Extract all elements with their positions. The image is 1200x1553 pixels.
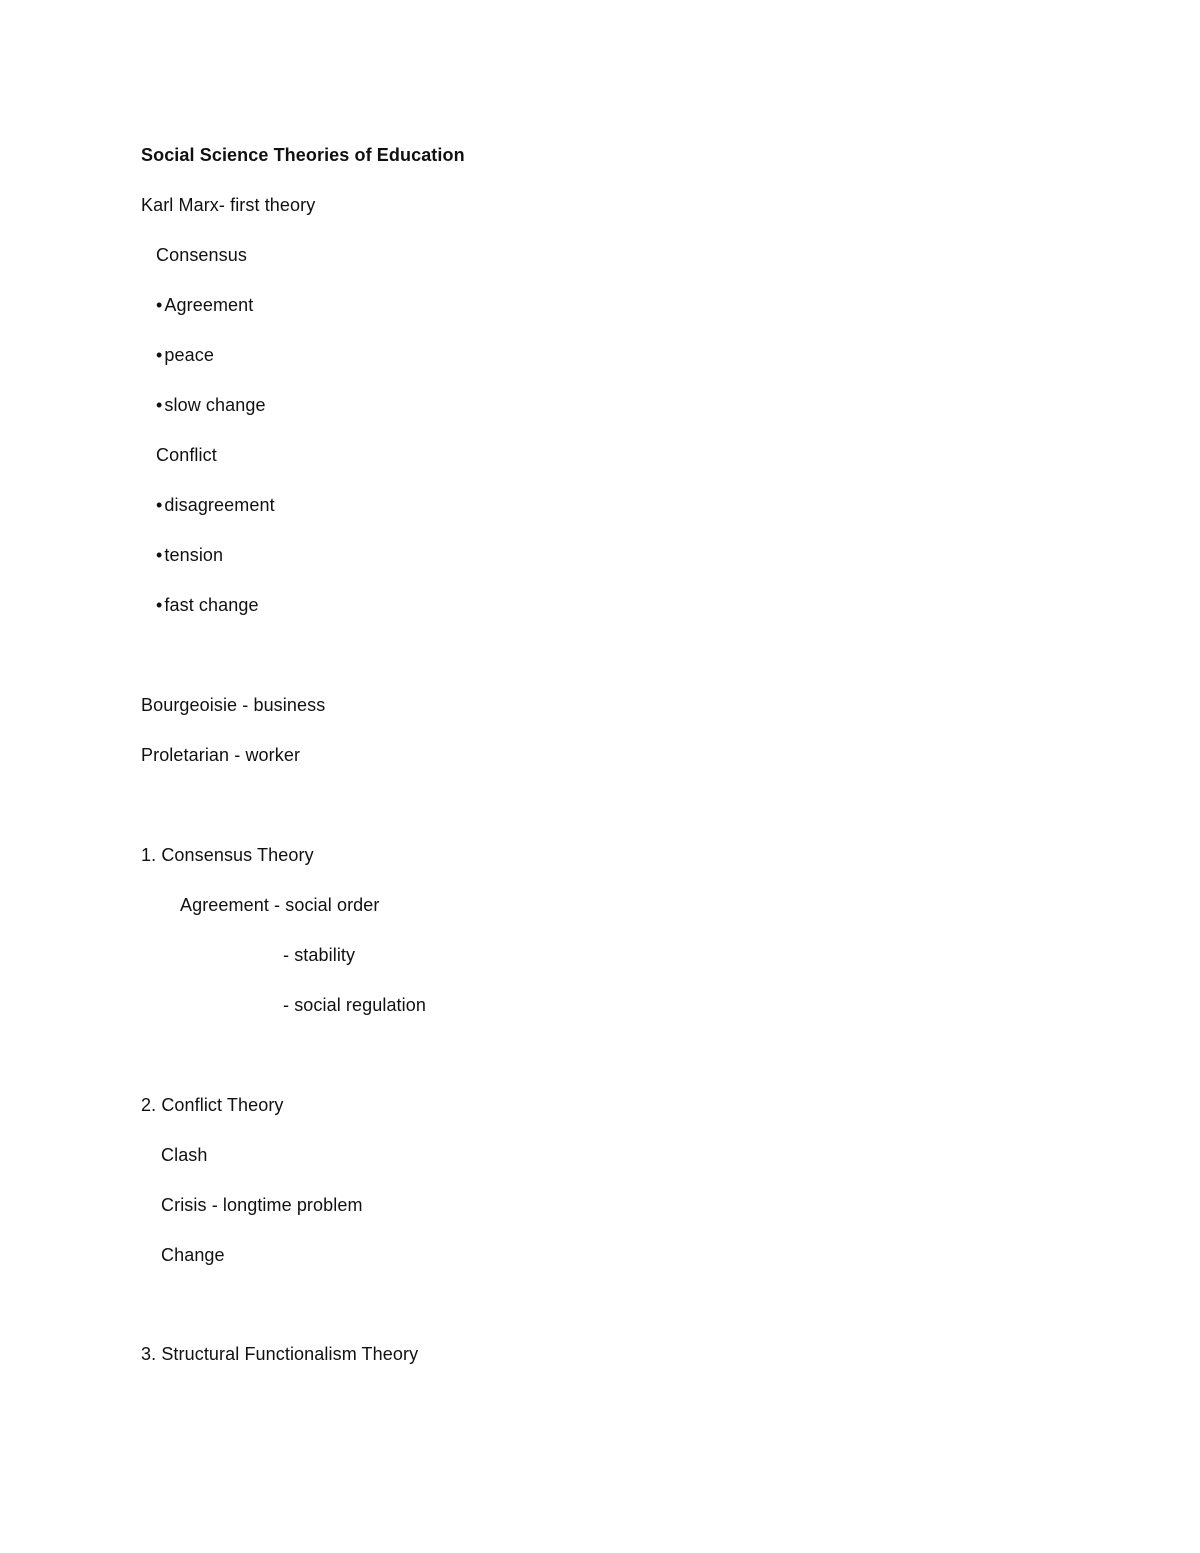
heading-consensus: Consensus	[156, 245, 247, 265]
text-line: Clash	[161, 1145, 208, 1165]
text-line: Bourgeoisie - business	[141, 695, 326, 715]
text-line: Agreement - social order	[180, 895, 380, 915]
text-line: - stability	[283, 945, 356, 965]
text-line: Crisis - longtime problem	[161, 1195, 363, 1215]
bullet-item: • slow change	[156, 393, 266, 417]
numbered-heading: 3. Structural Functionalism Theory	[141, 1344, 419, 1364]
bullet-item: • peace	[156, 343, 214, 367]
document-title: Social Science Theories of Education	[141, 145, 465, 165]
text-line: Change	[161, 1245, 225, 1265]
numbered-heading: 2. Conflict Theory	[141, 1095, 284, 1115]
text-line: Karl Marx- first theory	[141, 195, 316, 215]
bullet-item: • disagreement	[156, 493, 275, 517]
text-line: Proletarian - worker	[141, 745, 301, 765]
numbered-heading: 1. Consensus Theory	[141, 845, 314, 865]
bullet-item: • fast change	[156, 593, 259, 617]
bullet-item: • tension	[156, 543, 223, 567]
heading-conflict: Conflict	[156, 445, 217, 465]
text-line: - social regulation	[283, 995, 426, 1015]
bullet-item: • Agreement	[156, 293, 253, 317]
